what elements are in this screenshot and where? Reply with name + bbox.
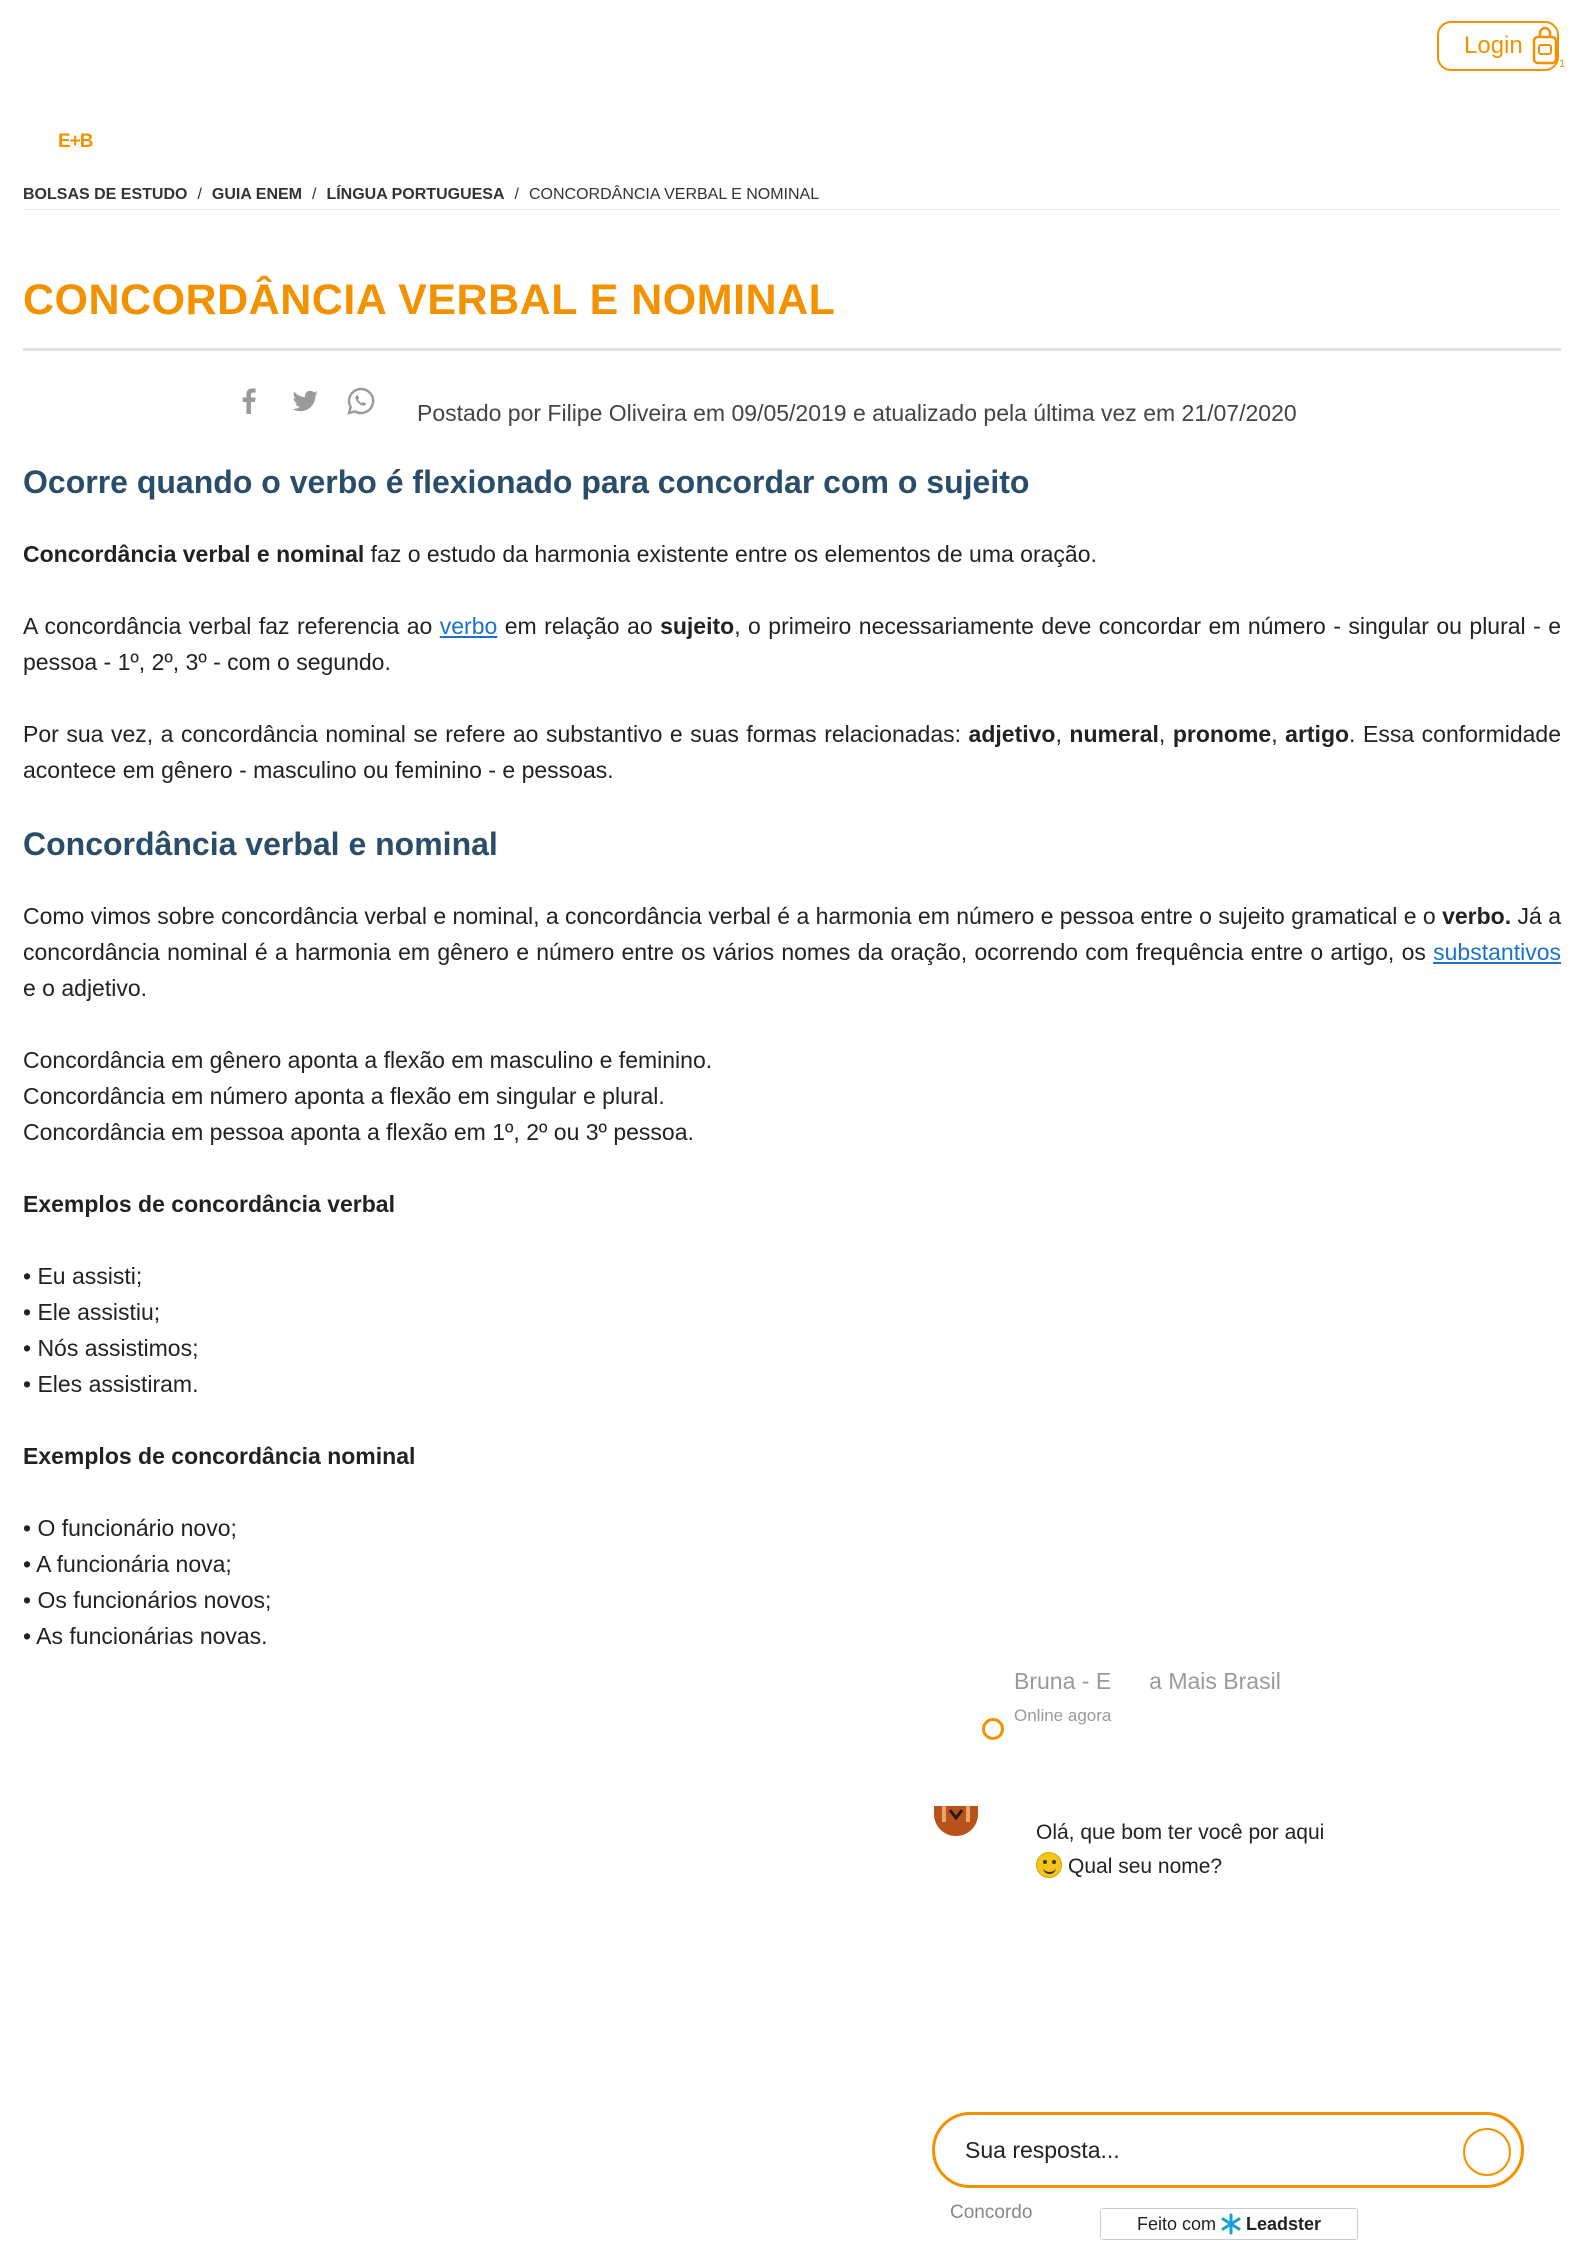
examples-verbal-list — [23, 1258, 1561, 1402]
breadcrumb-item-guia-enem[interactable]: GUIA ENEM — [211, 186, 302, 203]
bold-text: Concordância verbal e nominal — [23, 541, 365, 567]
avatar-icon — [934, 1806, 978, 1836]
text: em relação ao — [497, 613, 661, 639]
breadcrumb-separator: / — [197, 186, 202, 203]
list-item: • O funcionário novo; — [23, 1515, 237, 1541]
login-label: Login — [1464, 32, 1523, 59]
chat-message-line-2 — [1036, 1850, 1324, 1884]
breadcrumb-item-bolsas[interactable]: BOLSAS DE ESTUDO — [23, 186, 188, 203]
bold-text: Exemplos de concordância nominal — [23, 1443, 416, 1469]
line-numero: Concordância em número aponta a flexão em singular e plural. — [23, 1083, 665, 1109]
chat-message — [1036, 1816, 1324, 1884]
breadcrumb-item-lingua-portuguesa[interactable]: LÍNGUA PORTUGUESA — [326, 186, 505, 203]
text: , — [1158, 721, 1173, 747]
agent-name-part: a Mais Brasil — [1149, 1668, 1281, 1694]
examples-verbal-title — [23, 1186, 1561, 1222]
login-button[interactable] — [1437, 21, 1565, 71]
examples-nominal-list — [23, 1510, 1561, 1654]
bold-text: adjetivo — [968, 721, 1056, 747]
whatsapp-icon[interactable] — [346, 386, 376, 416]
site-logo[interactable] — [58, 128, 128, 156]
cart-count: 1 — [1559, 58, 1565, 69]
list-item: • Os funcionários novos; — [23, 1587, 272, 1613]
list-item: • A funcionária nova; — [23, 1551, 232, 1577]
bold-text: pronome — [1172, 721, 1272, 747]
text: , — [1271, 721, 1286, 747]
bold-text: verbo. — [1442, 903, 1512, 929]
leadster-logo-icon — [1220, 2213, 1242, 2235]
text: Já a concordância nominal é a harmonia em gênero e número entre os vários nomes da oração, ocorrendo com frequência entre o artigo, os — [23, 903, 1561, 965]
made-with-brand: Leadster — [1245, 2213, 1322, 2234]
chat-message-text: Qual seu nome? — [1068, 1855, 1223, 1878]
list-item: • Ele assistiu; — [23, 1299, 161, 1325]
list-item: • Eles assistiram. — [23, 1371, 199, 1397]
online-status-icon — [982, 1718, 1004, 1740]
logo-text: E+B — [58, 131, 93, 152]
chat-status: Online agora — [1014, 1706, 1112, 1725]
examples-nominal-title — [23, 1438, 1561, 1474]
text: , — [1055, 721, 1070, 747]
paragraph-nominal — [23, 716, 1561, 788]
list-item: • Nós assistimos; — [23, 1335, 199, 1361]
line-pessoa: Concordância em pessoa aponta a flexão em 1º, 2º ou 3º pessoa. — [23, 1119, 694, 1145]
breadcrumb — [23, 186, 1561, 210]
agent-avatar — [934, 1806, 978, 1836]
send-button[interactable] — [1463, 2128, 1511, 2176]
section-heading: Concordância verbal e nominal — [23, 826, 498, 862]
text: faz o estudo da harmonia existente entre os elementos de uma oração. — [364, 541, 1097, 567]
breadcrumb-separator: / — [312, 186, 317, 203]
paragraph-verbal — [23, 608, 1561, 680]
bold-text: sujeito — [660, 613, 735, 639]
breadcrumb-separator: / — [514, 186, 519, 203]
backpack-cart-icon[interactable] — [1529, 25, 1565, 69]
text: e o adjetivo. — [23, 975, 148, 1001]
article-subtitle: Ocorre quando o verbo é flexionado para concordar com o sujeito — [23, 464, 1030, 500]
text: Por sua vez, a concordância nominal se refere ao substantivo e suas formas relacionadas: — [23, 721, 969, 747]
post-meta: Postado por Filipe Oliveira em 09/05/2019 e atualizado pela última vez em 21/07/2020 — [417, 400, 1297, 426]
list-item: • Eu assisti; — [23, 1263, 143, 1289]
title-divider — [23, 348, 1561, 351]
twitter-icon[interactable] — [290, 386, 320, 416]
share-bar — [234, 386, 376, 416]
bold-text: Exemplos de concordância verbal — [23, 1191, 395, 1217]
line-genero: Concordância em gênero aponta a flexão em masculino e feminino. — [23, 1047, 713, 1073]
list-item: • As funcionárias novas. — [23, 1623, 268, 1649]
bold-text: artigo — [1285, 721, 1350, 747]
text: . Essa conformidade acontece em gênero - masculino ou feminino - e pessoas. — [23, 721, 1562, 783]
link-verbo[interactable]: verbo — [439, 613, 498, 639]
breadcrumb-current: CONCORDÂNCIA VERBAL E NOMINAL — [528, 186, 820, 203]
chat-reply-box — [932, 2112, 1524, 2188]
bold-text: numeral — [1069, 721, 1159, 747]
page-title: CONCORDÂNCIA VERBAL E NOMINAL — [23, 276, 836, 324]
agent-name-part: Bruna - E — [1014, 1668, 1112, 1694]
chat-message-line: Olá, que bom ter você por aqui — [1036, 1821, 1325, 1844]
made-with-label: Feito com — [1136, 2213, 1216, 2234]
text: , o primeiro necessariamente deve concordar em número - singular ou plural - e pessoa - 1º, 2º, 3º - com o segundo. — [23, 613, 1562, 675]
text: A concordância verbal faz referencia ao — [23, 613, 440, 639]
chat-reply-input[interactable] — [965, 2137, 1445, 2164]
article-body — [23, 462, 1561, 1654]
link-substantivos[interactable]: substantivos — [1433, 939, 1561, 965]
smile-emoji-icon — [1036, 1852, 1062, 1878]
made-with-badge[interactable] — [1100, 2208, 1358, 2240]
obscured-text: Concordo — [950, 2202, 1033, 2223]
paragraph-intro — [23, 536, 1561, 572]
chat-agent-name — [1014, 1668, 1281, 1695]
paragraph-summary — [23, 898, 1561, 1006]
facebook-icon[interactable] — [234, 386, 264, 416]
text: Como vimos sobre concordância verbal e nominal, a concordância verbal é a harmonia em número e pessoa entre o sujeito gramatical e o — [23, 903, 1443, 929]
